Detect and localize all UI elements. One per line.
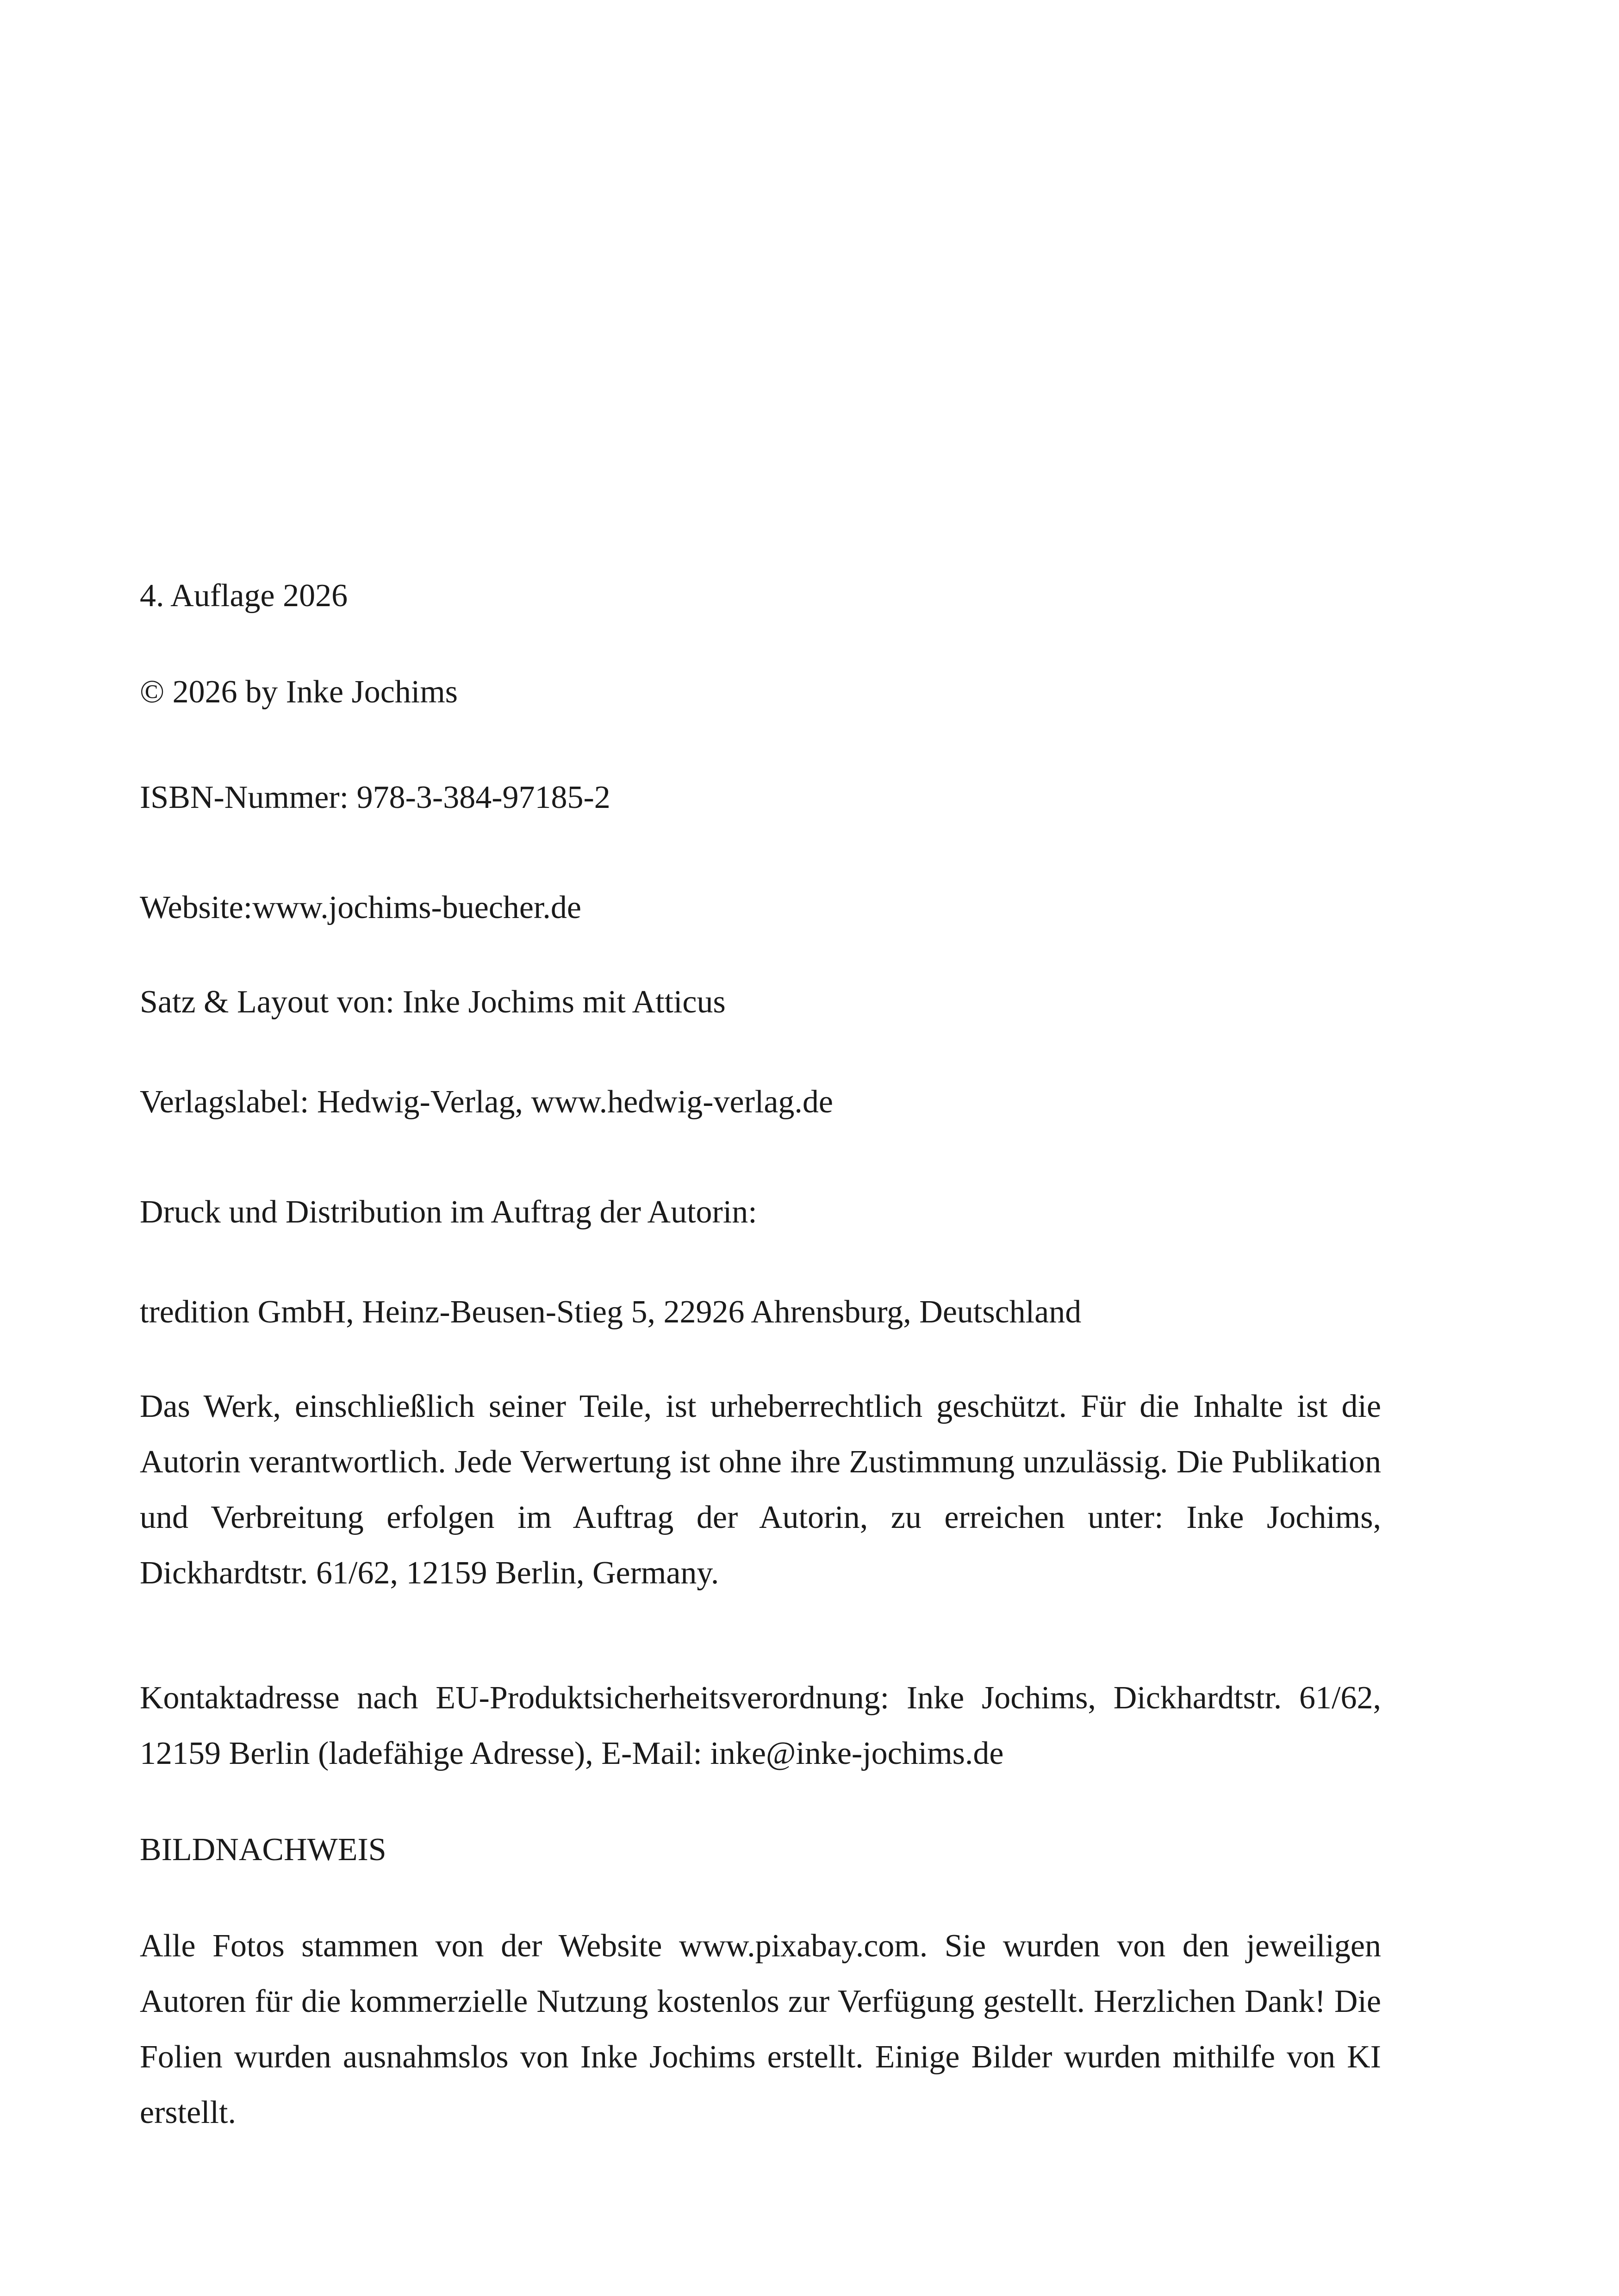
imprint-section — [140, 568, 1381, 2141]
rights-notice: Das Werk, einschließlich seiner Teile, ist urheberrechtlich geschützt. Für die Inhalte ist die Autorin verantwortlich. Jede Verwertung ist ohne ihre Zustimmung unzulässig. Die Publikation und Verbreitung erfolgen im Auftrag der Autorin, zu erreichen unter: Inke Jochims, Dickhardtstr. 61/62, 12159 Berlin, Germany. — [140, 1389, 1381, 1591]
website-line: Website:www.jochims-buecher.de — [140, 890, 581, 925]
distribution-heading: Druck und Distribution im Auftrag der Autorin: — [140, 1194, 757, 1230]
image-credits-text: Alle Fotos stammen von der Website www.pixabay.com. Sie wurden von den jeweiligen Autoren für die kommerzielle Nutzung kostenlos zur Verfügung gestellt. Herzlichen Dank! Die Folien wurden ausnahmslos von Inke Jochims erstellt. Einige Bilder wurden mithilfe von KI erstellt. — [140, 1928, 1381, 2130]
distributor-line: tredition GmbH, Heinz-Beusen-Stieg 5, 22926 Ahrensburg, Deutschland — [140, 1294, 1082, 1330]
edition-line: 4. Auflage 2026 — [140, 578, 348, 614]
publisher-label-line: Verlagslabel: Hedwig-Verlag, www.hedwig-verlag.de — [140, 1084, 833, 1120]
contact-address: Kontaktadresse nach EU-Produktsicherheitsverordnung: Inke Jochims, Dickhardtstr. 61/62, 12159 Berlin (ladefähige Adresse), E-Mail: inke@inke-jochims.de — [140, 1680, 1381, 1771]
copyright-line: © 2026 by Inke Jochims — [140, 674, 458, 710]
typesetting-line: Satz & Layout von: Inke Jochims mit Atticus — [140, 984, 726, 1020]
image-credits-heading: BILDNACHWEIS — [140, 1832, 386, 1868]
isbn-line: ISBN-Nummer: 978-3-384-97185-2 — [140, 780, 610, 815]
